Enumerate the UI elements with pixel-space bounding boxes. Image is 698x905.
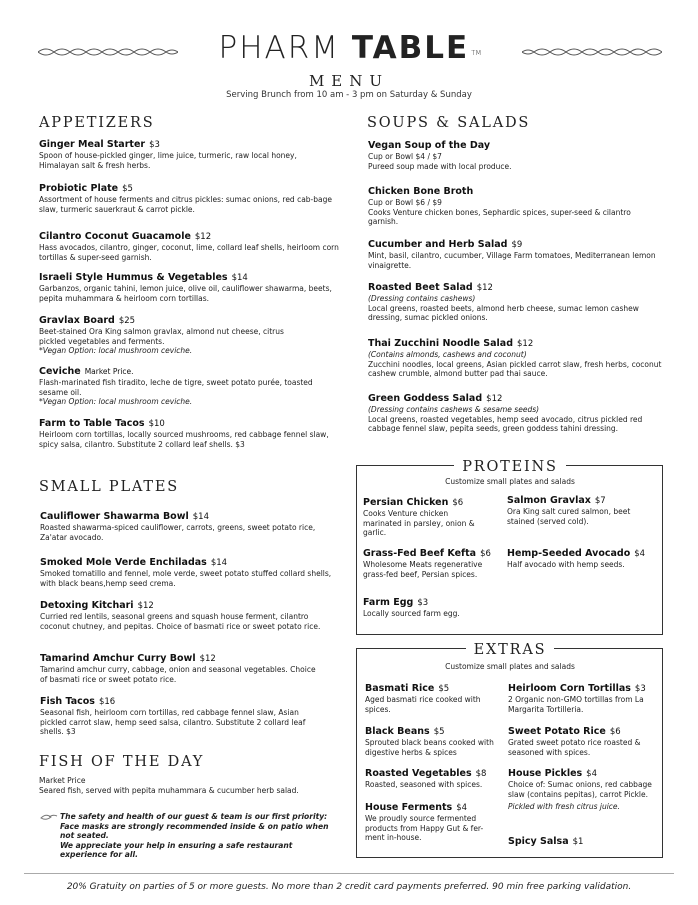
protein-item: Farm Egg $3 Locally sourced farm egg. <box>363 597 460 618</box>
menu-item: Ceviche Market Price. Flash-marinated fish tiradito, leche de tigre, sweet potato purée, toasted sesame oil. *Vegan Option: local mushroom ceviche. <box>39 366 313 406</box>
menu-item: Thai Zucchini Noodle Salad $12 (Contains almonds, cashews and coconut) Zucchini noodles, local greens, Asian pickled carrot slaw, fresh herbs, coconut cashew crumble, almond butter pad thai sauce. <box>368 338 662 378</box>
extra-item: Sweet Potato Rice $6 Grated sweet potato rice roasted & seasoned with spices. <box>508 726 641 757</box>
serving-hours: Serving Brunch from 10 am - 3 pm on Saturday & Sunday <box>226 90 472 100</box>
small-plates-heading: SMALL PLATES <box>39 479 179 495</box>
protein-item: Salmon Gravlax $7 Ora King salt cured salmon, beet stained (served cold). <box>507 495 631 526</box>
extra-item: House Ferments $4 We proudly source fermented products from Happy Gut & fer-ment in-house. <box>365 802 484 842</box>
menu-item: Tamarind Amchur Curry Bowl $12 Tamarind amchur curry, cabbage, onion and seasonal vegetables. Choice of basmati rice or sweet potato rice. <box>40 653 316 684</box>
menu-item: Cauliflower Shawarma Bowl $14 Roasted shawarma-spiced cauliflower, carrots, greens, sweet potato rice, Za'atar avocado. <box>40 511 316 542</box>
fish-of-day-details: Market Price Seared fish, served with pepita muhammara & cucumber herb salad. <box>39 776 299 795</box>
safety-notice: The safety and health of our guest & team is our first priority: Face masks are strongly recommended inside & on patio when not seated. We appreciate your help in ensuring a safe restaurant experience for all. <box>60 812 329 860</box>
menu-item: Detoxing Kitchari $12 Curried red lentils, seasonal greens and squash house ferment, cilantro coconut chutney, and pepitas. Choice of basmati rice or sweet potato rice. <box>40 600 321 631</box>
menu-item: Probiotic Plate $5 Assortment of house ferments and citrus pickles: sumac onions, red cab-bage slaw, turmeric sauerkraut & carrot pickle. <box>39 183 332 214</box>
protein-item: Persian Chicken $6 Cooks Venture chicken marinated in parsley, onion & garlic. <box>363 497 475 537</box>
soups-salads-heading: SOUPS & SALADS <box>367 115 531 131</box>
extra-item: Black Beans $5 Sprouted black beans cooked with digestive herbs & spices <box>365 726 494 757</box>
menu-item: Gravlax Board $25 Beet-stained Ora King salmon gravlax, almond nut cheese, citrus pickled vegetables and ferments. *Vegan Option: local mushroom ceviche. <box>39 315 284 355</box>
extra-item: Heirloom Corn Tortillas $3 2 Organic non-GMO tortillas from La Margarita Tortilleria. <box>508 683 646 714</box>
trademark: TM <box>471 49 482 57</box>
extras-subtitle: Customize small plates and salads <box>445 662 575 671</box>
protein-item: Grass-Fed Beef Kefta $6 Wholesome Meats regenerative grass-fed beef, Persian spices. <box>363 548 491 579</box>
protein-item: Hemp-Seeded Avocado $4 Half avocado with hemp seeds. <box>507 548 646 569</box>
menu-item: Cucumber and Herb Salad $9 Mint, basil, cilantro, cucumber, Village Farm tomatoes, Mediterranean lemon vinaigrette. <box>368 239 656 270</box>
menu-item: Smoked Mole Verde Enchiladas $14 Smoked tomatillo and fennel, mole verde, sweet potato stuffed collard shells, with black beans,hemp seed crema. <box>40 557 332 588</box>
menu-item: Chicken Bone Broth Cup or Bowl $6 / $9 Cooks Venture chicken bones, Sephardic spices, super-seed & cilantro garnish. <box>368 186 631 226</box>
leaf-icon <box>40 813 58 822</box>
footer-note: 20% Gratuity on parties of 5 or more guests. No more than 2 credit card payments preferred. 90 min free parking validation. <box>66 882 632 892</box>
menu-item: Green Goddess Salad $12 (Dressing contains cashews & sesame seeds) Local greens, roasted vegetables, hemp seed avocado, citrus pickled red cabbage fennel slaw, pepita seeds, green goddess tahini dressing. <box>368 393 643 433</box>
footer-divider <box>24 873 674 874</box>
appetizers-heading: APPETIZERS <box>39 115 155 131</box>
extra-item: Basmati Rice $5 Aged basmati rice cooked with spices. <box>365 683 481 714</box>
menu-item: Vegan Soup of the Day Cup or Bowl $4 / $7 Pureed soup made with local produce. <box>368 140 512 171</box>
menu-item: Ginger Meal Starter $3 Spoon of house-pickled ginger, lime juice, turmeric, raw local honey, Himalayan salt & fresh herbs. <box>39 139 297 170</box>
menu-item: Fish Tacos $16 Seasonal fish, heirloom corn tortillas, red cabbage fennel slaw, Asian pickled carrot slaw, hemp seed salsa, cilantro. Substitute 2 collard leaf shells. $3 <box>40 696 306 736</box>
menu-item: Israeli Style Hummus & Vegetables $14 Garbanzos, organic tahini, lemon juice, olive oil, cauliflower shawarma, beets, pepita muhammara & heirloom corn tortillas. <box>39 272 332 303</box>
fish-of-day-heading: FISH OF THE DAY <box>39 754 205 770</box>
extras-heading: EXTRAS <box>356 639 664 658</box>
extra-item: Spicy Salsa $1 <box>508 836 584 847</box>
menu-item: Farm to Table Tacos $10 Heirloom corn tortillas, locally sourced mushrooms, red cabbage fennel slaw, spicy salsa, cilantro. Substitute 2 collard leaf shells. $3 <box>39 418 329 449</box>
restaurant-title: PHARM TABLE ™ <box>218 30 482 66</box>
extra-item: House Pickles $4 Choice of: Sumac onions, red cabbage slaw (contains pepitas), carrot Pickle. Pickled with fresh citrus juice. <box>508 768 652 811</box>
menu-heading: MENU <box>308 72 390 90</box>
menu-item: Roasted Beet Salad $12 (Dressing contains cashews) Local greens, roasted beets, almond herb cheese, sumac lemon cashew dressing, sumac pickled onions. <box>368 282 639 322</box>
proteins-heading: PROTEINS <box>356 456 664 475</box>
extra-item: Roasted Vegetables $8 Roasted, seasoned with spices. <box>365 768 487 789</box>
menu-item: Cilantro Coconut Guacamole $12 Hass avocados, cilantro, ginger, coconut, lime, collard leaf shells, heirloom corn tortillas & super-seed garnish. <box>39 231 339 262</box>
proteins-subtitle: Customize small plates and salads <box>445 477 575 486</box>
